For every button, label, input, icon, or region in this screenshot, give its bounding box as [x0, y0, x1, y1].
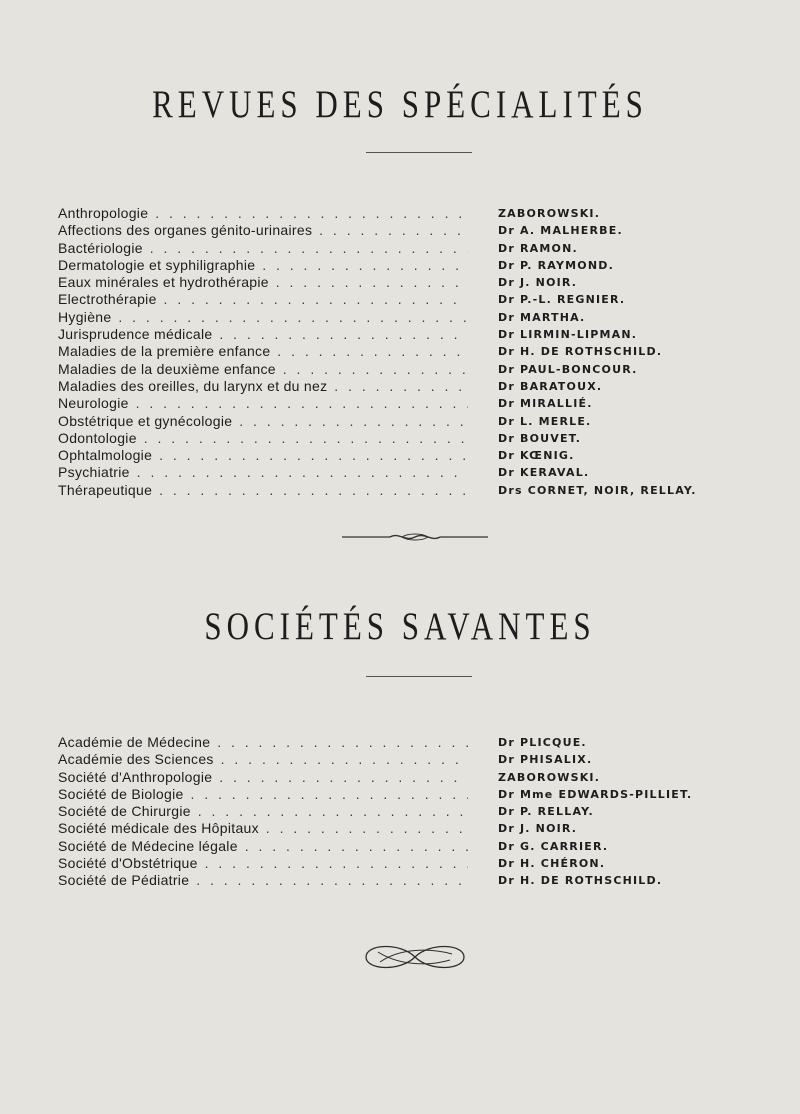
list-item [58, 751, 748, 768]
author: Drs CORNET, NOIR, RELLAY. [498, 483, 697, 497]
author: Dr MARTHA. [498, 310, 586, 324]
author: Dr A. MALHERBE. [498, 224, 623, 238]
subject: Ophtalmologie . . . [58, 447, 468, 464]
list-item [58, 257, 748, 274]
author: Dr H. DE ROTHSCHILD. [498, 345, 663, 359]
subject: Maladies de la deuxième enfance . . . [58, 361, 468, 378]
author: Dr L. MERLE. [498, 414, 592, 428]
author: Dr PLICQUE. [498, 736, 587, 749]
subject: Thérapeutique . . . [58, 482, 468, 499]
list-item [58, 326, 748, 343]
subject: Société de Pédiatrie . . . [58, 872, 468, 889]
list-item [58, 361, 748, 378]
author: Dr P. RELLAY. [498, 805, 594, 819]
title-rule [366, 676, 472, 677]
subject: Académie des Sciences . . . [58, 751, 468, 768]
subject: Anthropologie . . . [58, 205, 468, 222]
list-item [58, 786, 748, 803]
author: Dr BOUVET. [498, 431, 582, 445]
author: Dr J. NOIR. [498, 276, 578, 290]
list-item [58, 378, 748, 395]
list-item [58, 482, 748, 499]
revues-list [58, 205, 748, 499]
list-item [58, 343, 748, 360]
list-item [58, 447, 748, 464]
subject: Société de Biologie . . . [58, 786, 468, 803]
author: Dr G. CARRIER. [498, 839, 609, 853]
author: Dr LIRMIN-LIPMAN. [498, 328, 638, 342]
list-item [58, 291, 748, 308]
subject: Obstétrique et gynécologie . . . [58, 413, 468, 430]
author: ZABOROWSKI. [498, 770, 601, 784]
list-item [58, 205, 748, 222]
list-item [58, 820, 748, 837]
list-item [58, 413, 748, 430]
subject: Société de Médecine légale . . . [58, 838, 468, 855]
author: Dr J. NOIR. [498, 822, 578, 836]
subject: Affections des organes génito-urinaires . . . [58, 222, 468, 239]
author: Dr Mme EDWARDS-PILLIET. [498, 787, 693, 801]
list-item [58, 274, 748, 291]
subject: Eaux minérales et hydrothérapie . . . [58, 274, 468, 291]
title-rule [366, 152, 472, 153]
subject: Maladies des oreilles, du larynx et du nez . . . [58, 378, 468, 395]
author: Dr H. DE ROTHSCHILD. [498, 874, 663, 888]
subject: Odontologie . . . [58, 430, 468, 447]
list-item [58, 395, 748, 412]
subject: Electrothérapie . . . [58, 291, 468, 308]
list-item [58, 855, 748, 872]
author: Dr BARATOUX. [498, 379, 603, 393]
list-item [58, 309, 748, 326]
list-item [58, 240, 748, 257]
author: Dr RAMON. [498, 241, 578, 255]
author: Dr PAUL-BONCOUR. [498, 362, 638, 376]
subject: Maladies de la première enfance . . . [58, 343, 468, 360]
list-item [58, 838, 748, 855]
subject: Dermatologie et syphiligraphie . . . [58, 257, 468, 274]
flourish-ornament-icon [360, 938, 470, 976]
list-item [58, 872, 748, 889]
list-item [58, 430, 748, 447]
section-title-revues: REVUES DES SPÉCIALITÉS [152, 82, 648, 126]
author: Dr H. CHÉRON. [498, 857, 606, 871]
divider-ornament-icon [340, 530, 490, 544]
subject: Société de Chirurgie . . . [58, 803, 468, 820]
subject: Société médicale des Hôpitaux . . . [58, 820, 468, 837]
list-item [58, 734, 748, 751]
subject: Société d'Anthropologie . . . [58, 769, 468, 786]
list-item [58, 222, 748, 239]
subject: Psychiatrie . . . [58, 464, 468, 481]
author: Dr KŒNIG. [498, 449, 575, 463]
subject: Jurisprudence médicale . . . [58, 326, 468, 343]
subject: Bactériologie . . . [58, 240, 468, 257]
author: Dr MIRALLIÉ. [498, 397, 593, 411]
list-item [58, 769, 748, 786]
section-title-societes: SOCIÉTÉS SAVANTES [204, 604, 596, 648]
subject: Neurologie . . . [58, 395, 468, 412]
list-item [58, 803, 748, 820]
subject: Société d'Obstétrique . . . [58, 855, 468, 872]
author: Dr KERAVAL. [498, 466, 590, 480]
subject: Académie de Médecine . . . [58, 734, 468, 751]
subject: Hygiène . . . [58, 309, 468, 326]
author: Dr PHISALIX. [498, 753, 593, 767]
author: Dr P. RAYMOND. [498, 258, 614, 272]
societes-list [58, 734, 748, 890]
author: ZABOROWSKI. [498, 207, 601, 220]
list-item [58, 464, 748, 481]
author: Dr P.-L. REGNIER. [498, 293, 626, 307]
